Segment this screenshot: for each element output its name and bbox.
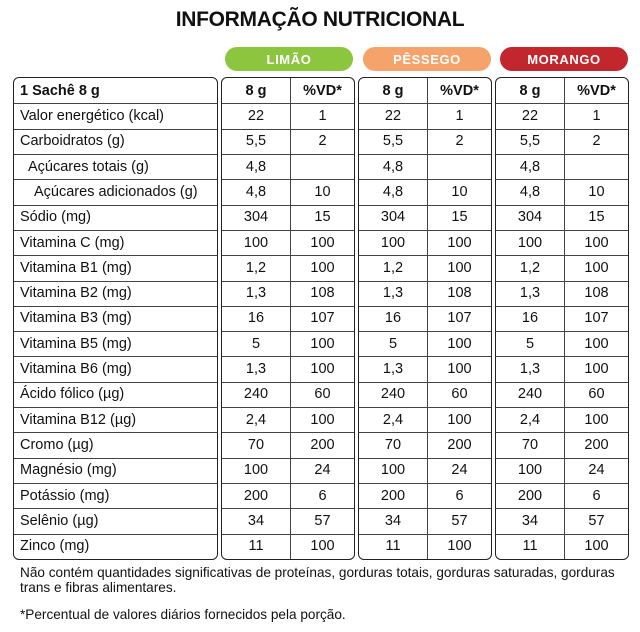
vd-value — [291, 154, 354, 179]
vd-value: 100 — [447, 411, 472, 428]
table-row — [496, 432, 628, 458]
nutrient-label: Valor energético (kcal) — [20, 107, 164, 124]
quantity-value: 34 — [359, 508, 428, 533]
nutrient-label: Ácido fólico (µg) — [20, 386, 125, 403]
vd-value: 60 — [451, 386, 468, 403]
table-row — [222, 306, 354, 332]
table-row — [359, 129, 491, 155]
quantity-value: 5 — [496, 331, 565, 356]
table-row — [14, 230, 217, 256]
quantity-value: 1,3 — [496, 356, 565, 381]
table-row — [359, 508, 491, 534]
quantity-value: 4,8 — [222, 154, 291, 179]
vd-value: 100 — [447, 361, 472, 378]
quantity-value: 2,4 — [359, 407, 428, 432]
table-row — [359, 103, 491, 129]
quantity-value: 5,5 — [496, 129, 565, 154]
flavor-badge-morango: MORANGO — [500, 47, 628, 71]
table-row — [359, 356, 491, 382]
column-header-vd: %VD* — [577, 82, 616, 99]
table-row — [222, 205, 354, 231]
vd-value: 6 — [592, 487, 601, 504]
quantity-value: 240 — [496, 382, 565, 407]
table-row — [359, 179, 491, 205]
nutrient-label: Vitamina B12 (µg) — [20, 411, 137, 428]
table-row — [14, 179, 217, 205]
table-row — [496, 103, 628, 129]
nutrient-label: Vitamina B1 (mg) — [20, 259, 132, 276]
column-header-quantity: 8 g — [222, 78, 291, 103]
quantity-value: 100 — [496, 230, 565, 255]
table-row — [14, 382, 217, 408]
vd-value: 24 — [314, 462, 331, 479]
vd-value: 100 — [310, 335, 335, 352]
nutrient-label: Vitamina B3 (mg) — [20, 310, 132, 327]
table-row — [359, 458, 491, 484]
vd-value: 100 — [447, 259, 472, 276]
column-header-quantity: 8 g — [496, 78, 565, 103]
vd-value: 15 — [588, 209, 605, 226]
table-row — [14, 255, 217, 281]
vd-value: 6 — [318, 487, 327, 504]
table-row — [359, 407, 491, 433]
vd-value: 10 — [588, 183, 605, 200]
vd-value: 200 — [584, 437, 609, 454]
vd-value: 107 — [584, 310, 609, 327]
vd-value: 10 — [314, 183, 331, 200]
table-header-row — [14, 78, 217, 104]
table-row — [222, 483, 354, 509]
quantity-value: 4,8 — [496, 179, 565, 204]
table-row — [222, 458, 354, 484]
table-row — [496, 458, 628, 484]
table-row — [496, 356, 628, 382]
vd-value: 6 — [455, 487, 464, 504]
vd-value: 200 — [447, 437, 472, 454]
table-row — [222, 508, 354, 534]
table-row — [222, 407, 354, 433]
table-row — [496, 534, 628, 559]
table-row — [14, 483, 217, 509]
quantity-value: 34 — [496, 508, 565, 533]
table-row — [496, 230, 628, 256]
quantity-value: 11 — [359, 534, 428, 559]
quantity-value: 1,3 — [359, 356, 428, 381]
vd-value: 15 — [314, 209, 331, 226]
nutrient-label: Sódio (mg) — [20, 209, 91, 226]
nutrient-label: Potássio (mg) — [20, 487, 110, 504]
quantity-value: 22 — [222, 103, 291, 128]
flavor-table-pessego — [358, 77, 492, 560]
column-header-vd: %VD* — [303, 82, 342, 99]
nutrient-labels-table — [13, 77, 218, 560]
table-row — [496, 331, 628, 357]
vd-value: 100 — [310, 234, 335, 251]
table-row — [14, 154, 217, 180]
flavor-table-morango — [495, 77, 629, 560]
vd-value: 60 — [314, 386, 331, 403]
table-row — [222, 255, 354, 281]
flavor-badge-limao: LIMÃO — [225, 47, 353, 71]
table-row — [222, 382, 354, 408]
vd-value: 100 — [584, 234, 609, 251]
quantity-value: 34 — [222, 508, 291, 533]
quantity-value: 22 — [359, 103, 428, 128]
quantity-value: 200 — [359, 483, 428, 508]
table-row — [496, 306, 628, 332]
quantity-value: 1,3 — [359, 281, 428, 306]
vd-value: 24 — [588, 462, 605, 479]
vd-value: 100 — [447, 234, 472, 251]
vd-value: 100 — [310, 538, 335, 555]
table-row — [496, 205, 628, 231]
table-row — [222, 103, 354, 129]
nutrient-label: Carboidratos (g) — [20, 133, 125, 150]
nutrient-label: Vitamina B6 (mg) — [20, 361, 132, 378]
vd-value: 100 — [584, 361, 609, 378]
table-row — [14, 205, 217, 231]
quantity-value: 70 — [222, 432, 291, 457]
table-header-row — [496, 78, 628, 104]
quantity-value: 100 — [359, 230, 428, 255]
quantity-value: 1,3 — [496, 281, 565, 306]
quantity-value: 5,5 — [222, 129, 291, 154]
quantity-value: 2,4 — [222, 407, 291, 432]
table-row — [496, 179, 628, 205]
table-row — [359, 382, 491, 408]
vd-value: 107 — [447, 310, 472, 327]
vd-value: 108 — [447, 285, 472, 302]
table-row — [222, 154, 354, 180]
vd-value: 60 — [588, 386, 605, 403]
vd-value: 1 — [455, 107, 464, 124]
nutrient-label: Açúcares totais (g) — [28, 158, 149, 175]
table-row — [359, 331, 491, 357]
nutrient-label: Cromo (µg) — [20, 437, 94, 454]
table-row — [14, 432, 217, 458]
flavor-badge-pessego: PÊSSEGO — [363, 47, 491, 71]
quantity-value: 5 — [222, 331, 291, 356]
table-row — [359, 432, 491, 458]
quantity-value: 11 — [222, 534, 291, 559]
quantity-value: 16 — [496, 306, 565, 331]
flavor-table-limao — [221, 77, 355, 560]
table-row — [359, 205, 491, 231]
quantity-value: 100 — [222, 458, 291, 483]
table-row — [14, 331, 217, 357]
quantity-value: 240 — [222, 382, 291, 407]
quantity-value: 1,3 — [222, 281, 291, 306]
vd-value: 10 — [451, 183, 468, 200]
table-row — [496, 281, 628, 307]
nutrient-label: Selênio (µg) — [20, 513, 99, 530]
vd-value: 2 — [455, 133, 464, 150]
vd-value: 100 — [584, 259, 609, 276]
quantity-value: 4,8 — [496, 154, 565, 179]
vd-value: 100 — [584, 411, 609, 428]
column-header-quantity: 8 g — [359, 78, 428, 103]
vd-value: 100 — [447, 538, 472, 555]
table-row — [14, 281, 217, 307]
table-row — [14, 458, 217, 484]
quantity-value: 100 — [496, 458, 565, 483]
quantity-value: 5 — [359, 331, 428, 356]
portion-label: 1 Sachê 8 g — [20, 82, 100, 99]
quantity-value: 1,2 — [496, 255, 565, 280]
table-row — [222, 281, 354, 307]
vd-value: 57 — [314, 513, 331, 530]
table-row — [14, 306, 217, 332]
nutrient-label: Zinco (mg) — [20, 538, 90, 555]
table-row — [496, 407, 628, 433]
quantity-value: 240 — [359, 382, 428, 407]
table-row — [496, 129, 628, 155]
vd-value: 100 — [584, 538, 609, 555]
quantity-value: 1,2 — [222, 255, 291, 280]
table-row — [222, 129, 354, 155]
quantity-value: 5,5 — [359, 129, 428, 154]
table-row — [359, 255, 491, 281]
vd-value: 100 — [584, 335, 609, 352]
quantity-value: 70 — [496, 432, 565, 457]
vd-value: 100 — [310, 411, 335, 428]
table-row — [496, 508, 628, 534]
table-row — [496, 483, 628, 509]
table-row — [359, 281, 491, 307]
quantity-value: 1,3 — [222, 356, 291, 381]
footnote-percent-daily: *Percentual de valores diários fornecidos pela porção. — [20, 607, 346, 622]
table-header-row — [222, 78, 354, 104]
vd-value: 2 — [318, 133, 327, 150]
table-row — [222, 331, 354, 357]
vd-value: 100 — [447, 335, 472, 352]
quantity-value: 16 — [222, 306, 291, 331]
quantity-value: 200 — [496, 483, 565, 508]
table-row — [359, 306, 491, 332]
quantity-value: 304 — [359, 205, 428, 230]
quantity-value: 100 — [359, 458, 428, 483]
quantity-value: 1,2 — [359, 255, 428, 280]
vd-value: 2 — [592, 133, 601, 150]
table-row — [14, 407, 217, 433]
table-row — [222, 230, 354, 256]
vd-value: 24 — [451, 462, 468, 479]
table-header-row — [359, 78, 491, 104]
vd-value: 108 — [584, 285, 609, 302]
nutrient-label: Açúcares adicionados (g) — [34, 183, 198, 200]
quantity-value: 304 — [222, 205, 291, 230]
quantity-value: 4,8 — [359, 154, 428, 179]
nutrient-label: Magnésio (mg) — [20, 462, 117, 479]
vd-value: 200 — [310, 437, 335, 454]
table-row — [496, 382, 628, 408]
vd-value: 108 — [310, 285, 335, 302]
page-title: INFORMAÇÃO NUTRICIONAL — [175, 8, 465, 31]
table-row — [359, 534, 491, 559]
vd-value: 100 — [310, 259, 335, 276]
quantity-value: 22 — [496, 103, 565, 128]
quantity-value: 4,8 — [359, 179, 428, 204]
vd-value: 100 — [310, 361, 335, 378]
table-row — [222, 179, 354, 205]
nutrient-label: Vitamina C (mg) — [20, 234, 125, 251]
table-row — [496, 255, 628, 281]
table-row — [14, 534, 217, 559]
table-row — [496, 154, 628, 180]
vd-value: 1 — [318, 107, 327, 124]
table-row — [222, 356, 354, 382]
table-row — [222, 432, 354, 458]
table-row — [14, 508, 217, 534]
table-row — [14, 356, 217, 382]
table-row — [359, 230, 491, 256]
quantity-value: 4,8 — [222, 179, 291, 204]
vd-value: 15 — [451, 209, 468, 226]
quantity-value: 2,4 — [496, 407, 565, 432]
quantity-value: 304 — [496, 205, 565, 230]
quantity-value: 16 — [359, 306, 428, 331]
vd-value: 57 — [588, 513, 605, 530]
column-header-vd: %VD* — [440, 82, 479, 99]
table-row — [359, 154, 491, 180]
vd-value: 1 — [592, 107, 601, 124]
vd-value: 107 — [310, 310, 335, 327]
vd-value — [428, 154, 491, 179]
table-row — [359, 483, 491, 509]
nutrient-label: Vitamina B5 (mg) — [20, 335, 132, 352]
vd-value: 57 — [451, 513, 468, 530]
table-row — [14, 103, 217, 129]
quantity-value: 200 — [222, 483, 291, 508]
table-row — [222, 534, 354, 559]
quantity-value: 100 — [222, 230, 291, 255]
table-row — [14, 129, 217, 155]
quantity-value: 70 — [359, 432, 428, 457]
quantity-value: 11 — [496, 534, 565, 559]
nutrient-label: Vitamina B2 (mg) — [20, 285, 132, 302]
footnote-not-significant: Não contém quantidades significativas de proteínas, gorduras totais, gorduras saturadas, gorduras trans e fibras alimentares. — [20, 565, 615, 595]
vd-value — [565, 154, 628, 179]
